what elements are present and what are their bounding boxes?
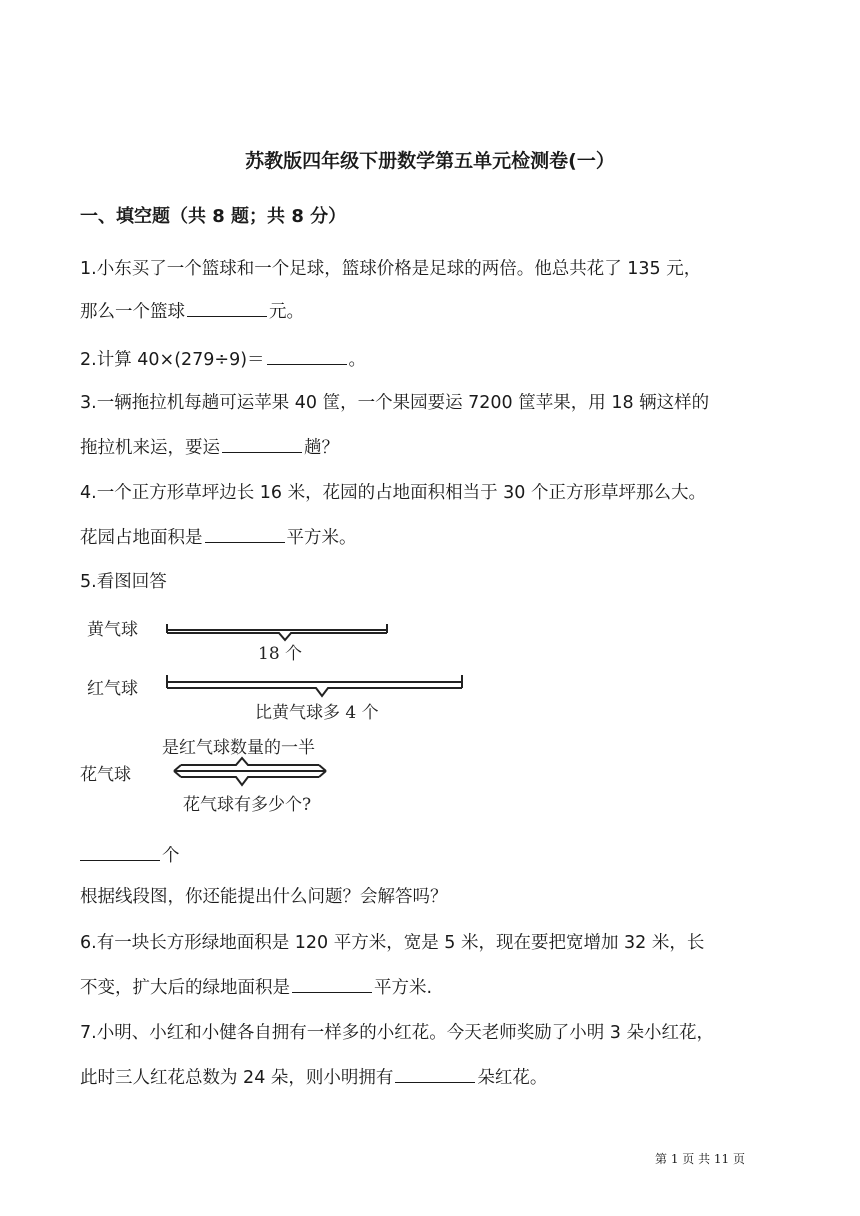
question-2-text: 2.计算 40×(279÷9)＝: [80, 350, 265, 370]
page-title: 苏教版四年级下册数学第五单元检测卷(一）: [245, 150, 615, 172]
question-3-unit: 趟？: [304, 438, 339, 458]
flower-balloon-top-note: 是红气球数量的一半: [162, 738, 315, 758]
question-6-line-1: 6.有一块长方形绿地面积是 120 平方米，宽是 5 米，现在要把宽增加 32 米，长: [80, 933, 705, 953]
red-segment: [167, 675, 462, 696]
question-1-text: 那么一个篮球: [80, 302, 185, 322]
flower-balloon-label: 花气球: [80, 765, 131, 785]
page-number: 第 1 页 共 11 页: [655, 1152, 745, 1166]
answer-blank-5[interactable]: [80, 842, 160, 861]
question-3-text: 拖拉机来运，要运: [80, 438, 220, 458]
question-1-line-1: 1.小东买了一个篮球和一个足球，篮球价格是足球的两倍。他总共花了 135 元，: [80, 259, 702, 279]
question-7-line-1: 7.小明、小红和小健各自拥有一样多的小红花。今天老师奖励了小明 3 朵小红花，: [80, 1023, 714, 1043]
answer-blank-7[interactable]: [395, 1064, 475, 1083]
red-balloon-label: 红气球: [87, 679, 138, 699]
question-4-unit: 平方米。: [286, 528, 357, 548]
question-5-followup: 根据线段图，你还能提出什么问题？会解答吗？: [80, 887, 448, 907]
question-7-text: 此时三人红花总数为 24 朵，则小明拥有: [80, 1068, 394, 1088]
question-7-unit: 朵红花。: [477, 1068, 548, 1088]
question-3-line-1: 3.一辆拖拉机每趟可运苹果 40 筐，一个果园要运 7200 筐苹果，用 18 辆这样的: [80, 393, 710, 413]
question-6-unit: 平方米.: [374, 978, 433, 998]
yellow-segment: [167, 624, 387, 640]
question-6-line-2: [80, 974, 432, 1000]
question-7-line-2: [80, 1064, 547, 1090]
question-4-line-1: 4.一个正方形草坪边长 16 米，花园的占地面积相当于 30 个正方形草坪那么大。: [80, 483, 706, 503]
answer-blank-6[interactable]: [292, 974, 372, 993]
yellow-balloon-note: 18 个: [258, 644, 303, 664]
question-5-unit: 个: [162, 846, 180, 866]
question-1-unit: 元。: [269, 302, 304, 322]
question-5-answer: [80, 842, 180, 868]
flower-segment: [174, 758, 326, 785]
question-2-end: 。: [348, 350, 367, 370]
question-5-head: 5.看图回答: [80, 572, 167, 592]
question-4-text: 花园占地面积是: [80, 528, 203, 548]
yellow-balloon-label: 黄气球: [87, 620, 138, 640]
question-6-text: 不变，扩大后的绿地面积是: [80, 978, 290, 998]
flower-balloon-question: 花气球有多少个?: [183, 795, 312, 815]
red-balloon-note: 比黄气球多 4 个: [255, 703, 379, 723]
section-heading: 一、填空题（共 8 题；共 8 分）: [80, 206, 347, 227]
